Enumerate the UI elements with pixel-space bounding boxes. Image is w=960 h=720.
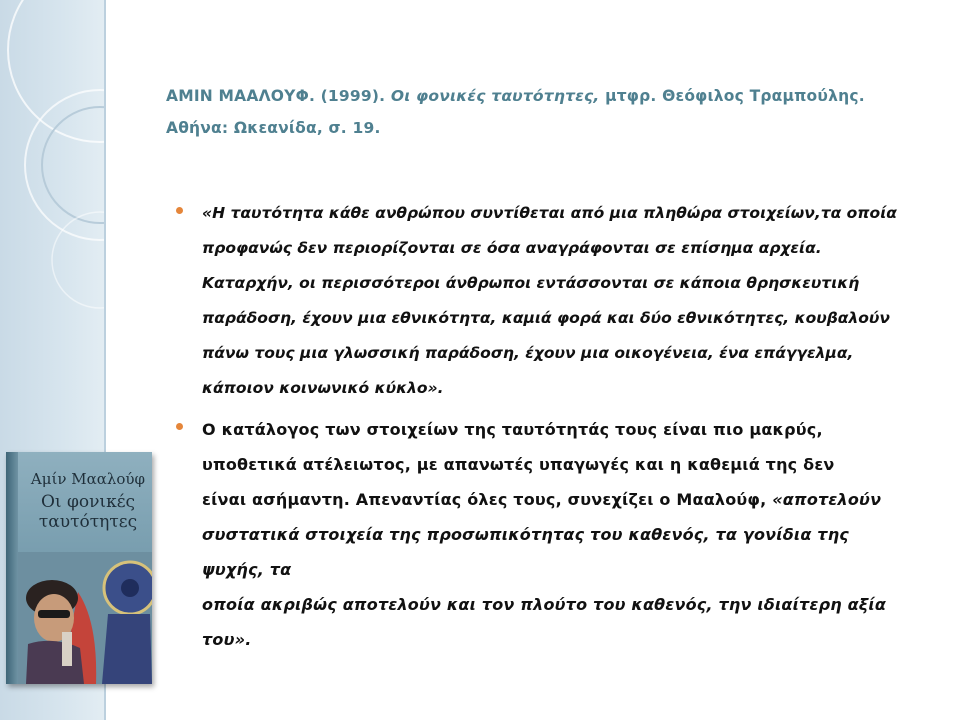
- citation-author-year: ΑΜΙΝ ΜΑΑΛΟΥΦ. (1999).: [166, 87, 391, 105]
- bullet-marker: [176, 207, 183, 214]
- text-line: [202, 482, 910, 517]
- citation-line-1: [166, 80, 906, 112]
- book-author: Αμίν Μααλούφ: [30, 470, 146, 488]
- book-cover-illustration: [18, 552, 152, 684]
- citation: [166, 80, 906, 144]
- text-line: Καταρχήν, οι περισσότεροι άνθρωποι εντάσσονται σε κάποια θρησκευτική: [202, 274, 860, 292]
- text-line: κάποιον κοινωνικό κύκλο».: [202, 379, 444, 397]
- book-title-line: ταυτότητες: [38, 512, 138, 532]
- quote-text: [202, 196, 910, 406]
- book-spine: [6, 452, 18, 684]
- book-title: [26, 492, 150, 532]
- text-line: προφανώς δεν περιορίζονται σε όσα αναγράφονται σε επίσημα αρχεία.: [202, 239, 822, 257]
- text-line: «Η ταυτότητα κάθε ανθρώπου συντίθεται από μια πληθώρα στοιχείων,τα οποία: [202, 204, 897, 222]
- bullet-marker: [176, 423, 183, 430]
- list-item: [170, 196, 910, 406]
- list-item: [170, 412, 910, 657]
- citation-translator: μτφρ. Θεόφιλος Τραμπούλης.: [599, 87, 865, 105]
- text-line: πάνω τους μια γλωσσική παράδοση, έχουν μια οικογένεια, ένα επάγγελμα,: [202, 344, 854, 362]
- text-plain: είναι ασήμαντη. Απεναντίας όλες τους, συνεχίζει ο Μααλούφ,: [202, 490, 773, 509]
- citation-book-title: Οι φονικές ταυτότητες,: [390, 87, 600, 105]
- text-italic: «αποτελούν: [772, 490, 882, 509]
- paragraph-text: [202, 412, 910, 657]
- book-cover-image: [6, 452, 152, 684]
- book-title-line: Οι φονικές: [40, 492, 136, 512]
- bullet-list: [170, 196, 910, 663]
- text-line: οποία ακριβώς αποτελούν και τον πλούτο του καθενός, την ιδιαίτερη αξία του».: [202, 595, 887, 649]
- text-line: συστατικά στοιχεία της προσωπικότητας του καθενός, τα γονίδια της ψυχής, τα: [202, 525, 849, 579]
- text-line: υποθετικά ατέλειωτος, με απανωτές υπαγωγές και η καθεμιά της δεν: [202, 455, 835, 474]
- citation-line-2: Αθήνα: Ωκεανίδα, σ. 19.: [166, 119, 381, 137]
- text-line: Ο κατάλογος των στοιχείων της ταυτότητάς τους είναι πιο μακρύς,: [202, 420, 823, 439]
- text-line: παράδοση, έχουν μια εθνικότητα, καμιά φορά και δύο εθνικότητες, κουβαλούν: [202, 309, 890, 327]
